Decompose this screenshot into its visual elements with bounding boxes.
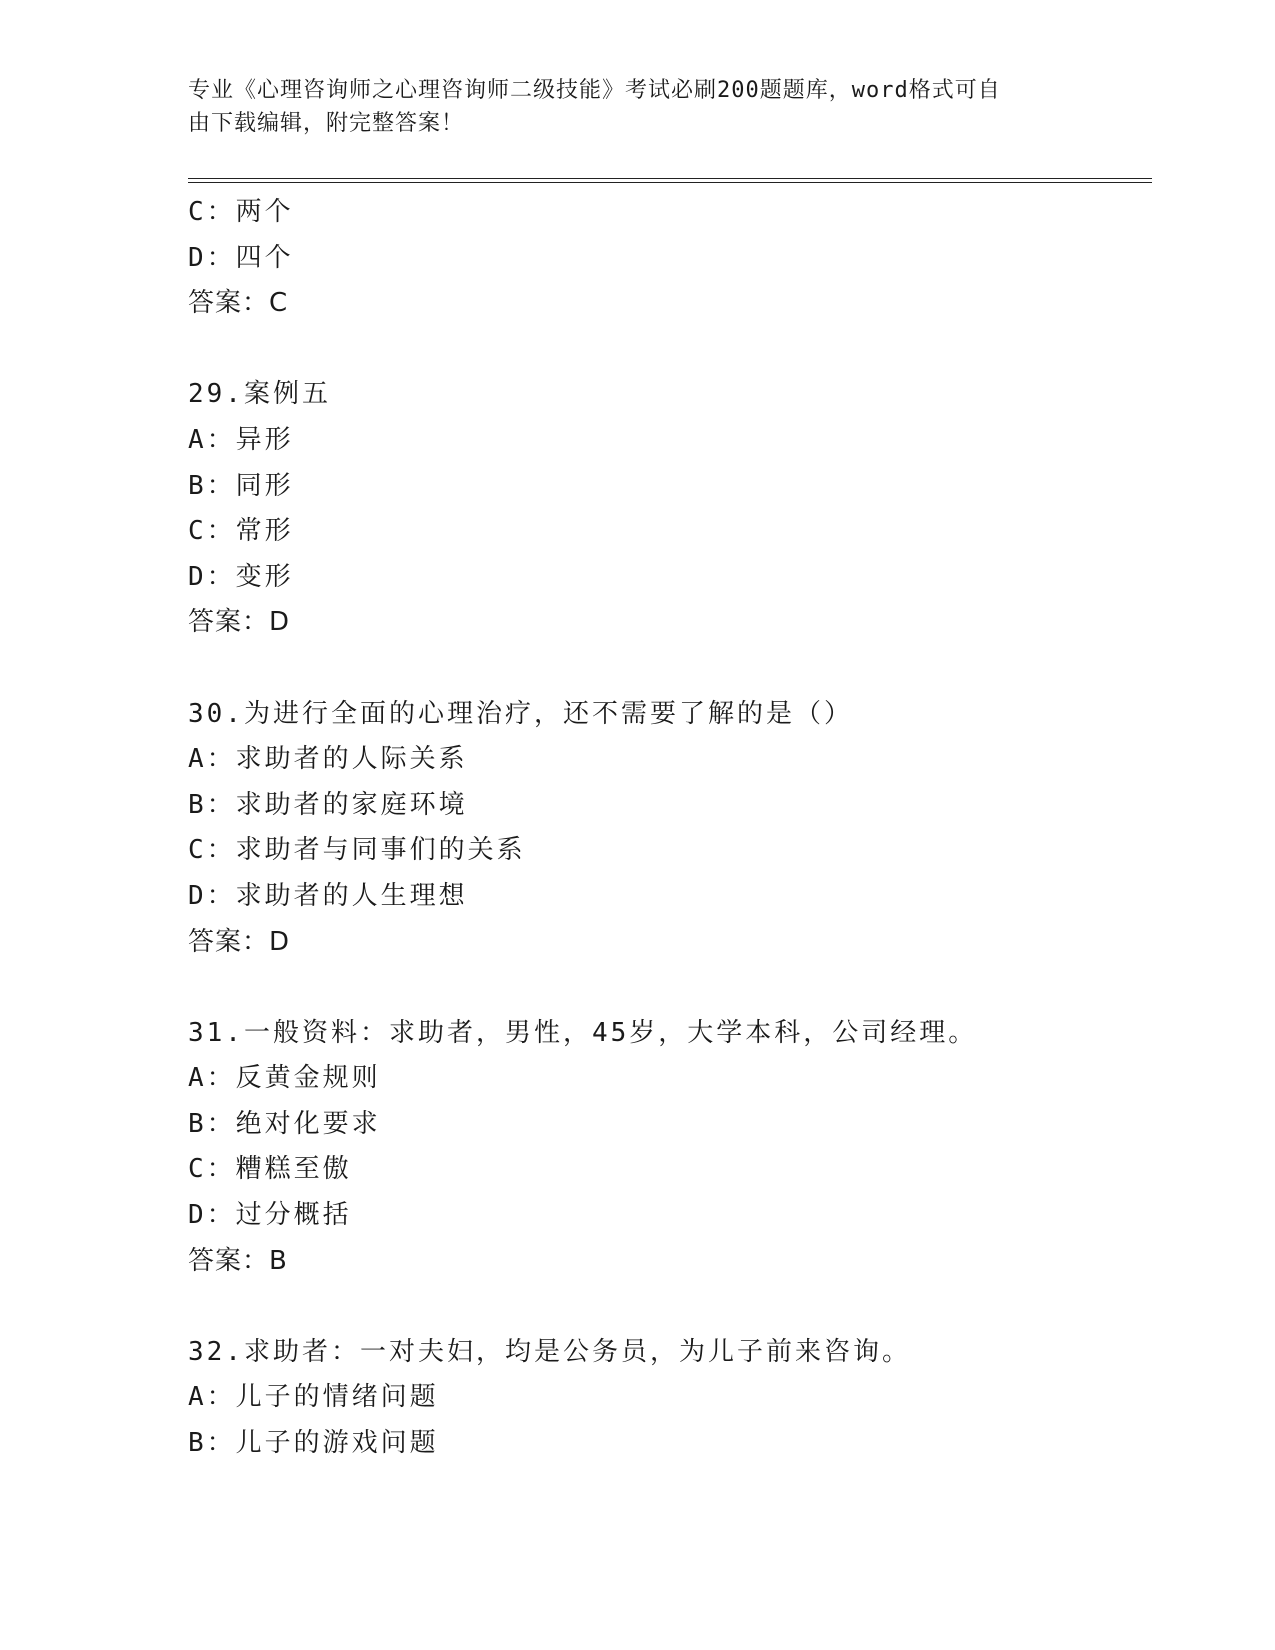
question-block-30: [188, 692, 1148, 966]
question-text: 29.案例五: [188, 379, 331, 410]
option-c: C：常形: [188, 516, 294, 547]
option-b: B：儿子的游戏问题: [188, 1428, 439, 1459]
question-block-28: [188, 190, 1148, 327]
option-a: A：反黄金规则: [188, 1063, 381, 1094]
option-b: B：同形: [188, 470, 294, 501]
question-text: 31.一般资料：求助者，男性，45岁，大学本科，公司经理。: [188, 1017, 978, 1048]
option-c: C：求助者与同事们的关系: [188, 835, 526, 866]
block-spacer: [188, 327, 1148, 373]
block-spacer: [188, 646, 1148, 692]
question-block-31: [188, 1011, 1148, 1285]
answer: 答案：B: [188, 1245, 288, 1276]
option-b: B：求助者的家庭环境: [188, 789, 468, 820]
block-spacer: [188, 1284, 1148, 1330]
header-rule-top: [188, 178, 1152, 179]
option-a: A：异形: [188, 424, 294, 455]
option-d: D：求助者的人生理想: [188, 880, 468, 911]
page-header: [188, 74, 1068, 140]
answer: 答案：D: [188, 926, 291, 957]
question-text: 30.为进行全面的心理治疗，还不需要了解的是（）: [188, 698, 853, 729]
option-b: B：绝对化要求: [188, 1108, 381, 1139]
answer: 答案：D: [188, 607, 291, 638]
header-line-2: 由下载编辑，附完整答案！: [188, 111, 465, 136]
answer: 答案：C: [188, 288, 289, 319]
option-a: A：求助者的人际关系: [188, 744, 468, 775]
option-d: D：过分概括: [188, 1200, 352, 1231]
header-rule-bottom: [188, 182, 1152, 183]
option-a: A：儿子的情绪问题: [188, 1382, 439, 1413]
option-c: C：两个: [188, 197, 294, 227]
question-block-32: [188, 1330, 1148, 1467]
header-line-1: 专业《心理咨询师之心理咨询师二级技能》考试必刷200题题库，word格式可自: [188, 78, 1001, 103]
question-block-29: [188, 372, 1148, 646]
question-text: 32.求助者：一对夫妇，均是公务员，为儿子前来咨询。: [188, 1336, 911, 1367]
option-c: C：糟糕至傲: [188, 1154, 352, 1185]
option-d: D：变形: [188, 561, 294, 592]
option-d: D：四个: [188, 242, 294, 273]
question-list: [188, 190, 1148, 1467]
block-spacer: [188, 965, 1148, 1011]
